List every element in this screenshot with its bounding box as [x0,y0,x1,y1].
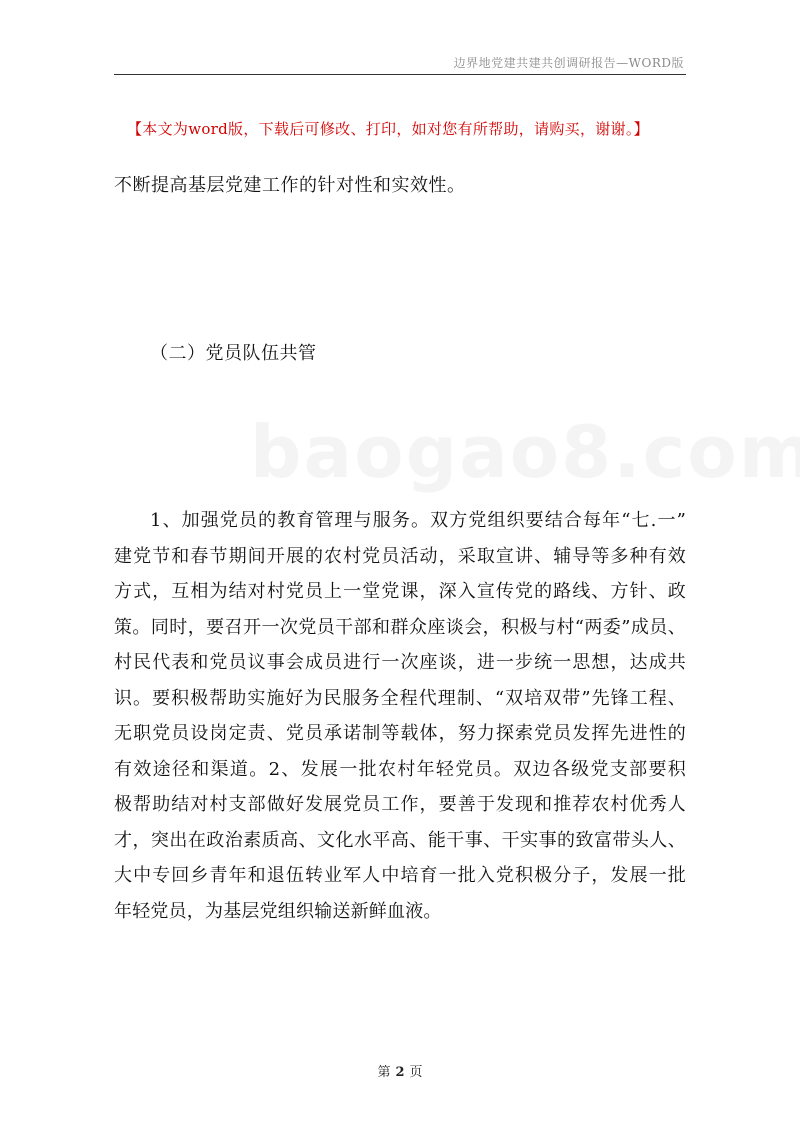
running-header: 边界地党建共建共创调研报告—WORD版 [453,56,684,70]
header-divider [114,74,686,75]
download-notice: 【本文为word版，下载后可修改、打印，如对您有所帮助，请购买，谢谢。】 [127,120,649,138]
intro-paragraph: 不断提高基层党建工作的针对性和实效性。 [114,175,466,196]
body-line: 方式，互相为结对村党员上一堂党课，深入宣传党的路线、方针、政 [114,581,686,602]
body-line: 有效途径和渠道。2、发展一批农村年轻党员。双边各级党支部要积 [114,758,686,780]
body-line: 策。同时，要召开一次党员干部和群众座谈会，积极与村“两委”成员、 [114,616,686,638]
body-paragraph [114,503,686,929]
body-line: 年轻党员，为基层党组织输送新鲜血液。 [114,900,442,922]
body-line: 大中专回乡青年和退伍转业军人中培育一批入党积极分子，发展一批 [114,865,686,886]
body-line: 无职党员设岗定责、党员承诺制等载体，努力探索党员发挥先进性的 [114,723,686,744]
body-line: 村民代表和党员议事会成员进行一次座谈，进一步统一思想，达成共 [114,652,686,673]
body-line: 才，突出在政治素质高、文化水平高、能干事、干实事的致富带头人、 [114,829,686,851]
body-line: 1、加强党员的教育管理与服务。双方党组织要结合每年“七.一” [150,510,686,531]
section-heading: （二）党员队伍共管 [150,343,317,364]
page-footer [0,1061,800,1080]
body-line: 建党节和春节期间开展的农村党员活动，采取宣讲、辅导等多种有效 [114,545,686,567]
footer-prefix: 第 [377,1065,391,1080]
footer-suffix: 页 [409,1065,423,1080]
body-line: 极帮助结对村支部做好发展党员工作，要善于发现和推荐农村优秀人 [114,794,686,815]
body-line: 识。要积极帮助实施好为民服务全程代理制、“双培双带”先锋工程、 [114,687,686,709]
watermark [250,410,570,494]
page-number: 2 [395,1065,405,1080]
